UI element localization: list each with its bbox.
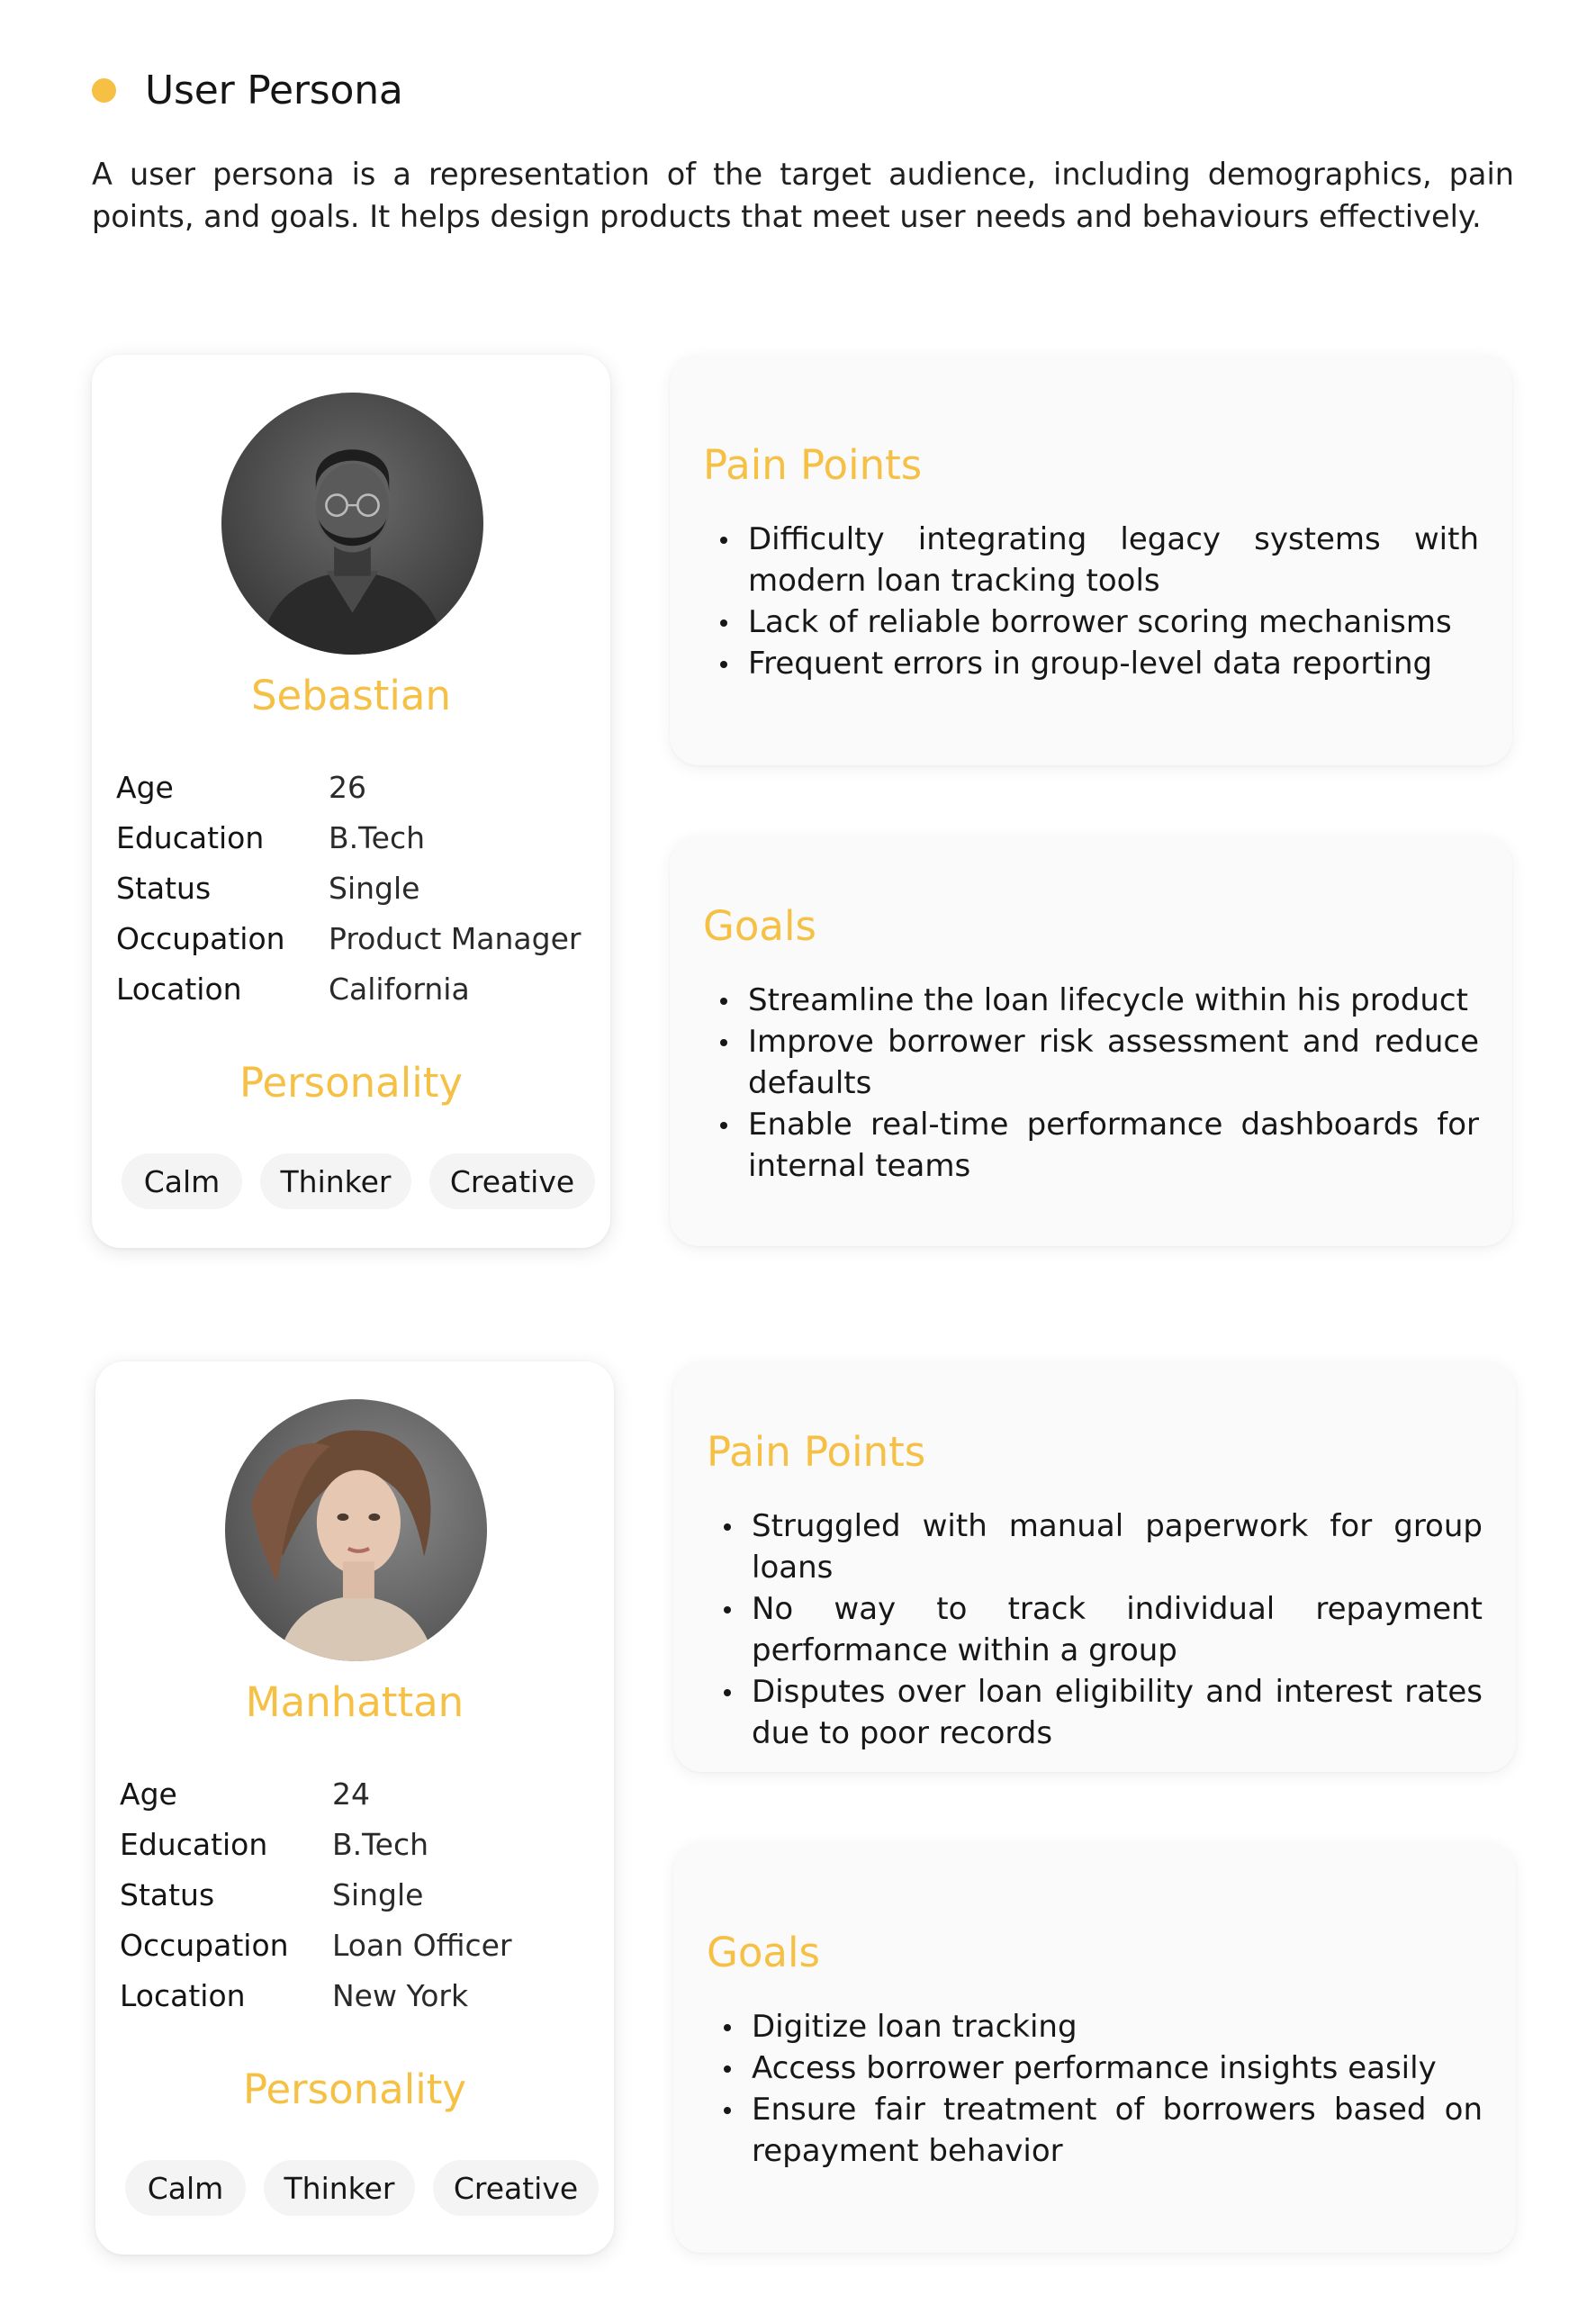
list-item: Improve borrower risk assessment and reduce defaults (703, 1021, 1479, 1104)
list-item: Struggled with manual paperwork for group loans (707, 1505, 1483, 1588)
avatar (221, 393, 483, 655)
intro-paragraph: A user persona is a representation of the target audience, including demographics, pain points, and goals. It helps design products that meet user needs and behaviours effectively. (92, 157, 1514, 234)
occupation-value: Product Manager (329, 920, 582, 956)
avatar (225, 1399, 487, 1661)
occupation-label: Occupation (120, 1927, 289, 1963)
detail-row-location (120, 1970, 596, 2020)
education-label: Education (120, 1826, 268, 1862)
trait-tag: Thinker (260, 1153, 411, 1209)
persona-details (120, 1768, 596, 2020)
goals-card-sebastian (670, 836, 1512, 1246)
pain-points-card-manhattan (673, 1361, 1516, 1772)
list-item: Ensure fair treatment of borrowers based on repayment behavior (707, 2089, 1483, 2172)
occupation-label: Occupation (116, 920, 285, 956)
persona-card-sebastian (92, 355, 610, 1248)
goals-list (703, 980, 1479, 1187)
pain-points-card-sebastian (670, 355, 1512, 765)
status-value: Single (329, 870, 420, 906)
age-value: 24 (332, 1776, 370, 1812)
person-photo-icon (221, 393, 483, 655)
list-item: Digitize loan tracking (707, 2006, 1483, 2047)
trait-tag: Creative (433, 2160, 599, 2216)
location-label: Location (116, 971, 242, 1007)
trait-tag: Thinker (264, 2160, 415, 2216)
detail-row-occupation (116, 913, 592, 963)
personality-heading: Personality (242, 2065, 467, 2113)
persona-name: Sebastian (250, 672, 452, 719)
age-label: Age (116, 769, 174, 805)
pain-points-heading: Pain Points (703, 441, 923, 489)
location-value: California (329, 971, 470, 1007)
trait-tag: Calm (122, 1153, 242, 1209)
education-value: B.Tech (329, 819, 426, 855)
personality-tags (122, 1153, 595, 1209)
list-item: Lack of reliable borrower scoring mechanisms (703, 601, 1479, 643)
pain-points-heading: Pain Points (707, 1428, 926, 1476)
personality-heading: Personality (239, 1059, 464, 1107)
goals-card-manhattan (673, 1842, 1516, 2253)
list-item: No way to track individual repayment performance within a group (707, 1588, 1483, 1671)
pain-points-list (703, 519, 1479, 684)
detail-row-location (116, 963, 592, 1014)
list-item: Difficulty integrating legacy systems with modern loan tracking tools (703, 519, 1479, 601)
list-item: Enable real-time performance dashboards for internal teams (703, 1104, 1479, 1187)
education-value: B.Tech (332, 1826, 429, 1862)
bullet-dot-icon (92, 78, 116, 103)
detail-row-status (120, 1869, 596, 1920)
person-photo-icon (225, 1399, 487, 1661)
list-item: Frequent errors in group-level data reporting (703, 643, 1479, 684)
list-item: Streamline the loan lifecycle within his product (703, 980, 1479, 1021)
list-item: Disputes over loan eligibility and interest rates due to poor records (707, 1671, 1483, 1754)
list-item: Access borrower performance insights easily (707, 2047, 1483, 2089)
goals-list (707, 2006, 1483, 2172)
age-value: 26 (329, 769, 366, 805)
goals-heading: Goals (707, 1929, 820, 1976)
persona-card-manhattan (95, 1361, 614, 2255)
personality-tags (125, 2160, 599, 2216)
status-value: Single (332, 1876, 424, 1912)
education-label: Education (116, 819, 265, 855)
goals-heading: Goals (703, 902, 816, 950)
detail-row-age (120, 1768, 596, 1819)
section-header (92, 65, 403, 115)
occupation-value: Loan Officer (332, 1927, 512, 1963)
page-title: User Persona (145, 67, 403, 113)
pain-points-list (707, 1505, 1483, 1754)
location-label: Location (120, 1977, 246, 2013)
trait-tag: Calm (125, 2160, 246, 2216)
location-value: New York (332, 1977, 469, 2013)
status-label: Status (116, 870, 212, 906)
trait-tag: Creative (429, 1153, 595, 1209)
detail-row-status (116, 863, 592, 913)
age-label: Age (120, 1776, 177, 1812)
detail-row-occupation (120, 1920, 596, 1970)
detail-row-education (120, 1819, 596, 1869)
persona-name: Manhattan (245, 1678, 464, 1726)
status-label: Status (120, 1876, 215, 1912)
persona-details (116, 762, 592, 1014)
detail-row-age (116, 762, 592, 812)
detail-row-education (116, 812, 592, 863)
